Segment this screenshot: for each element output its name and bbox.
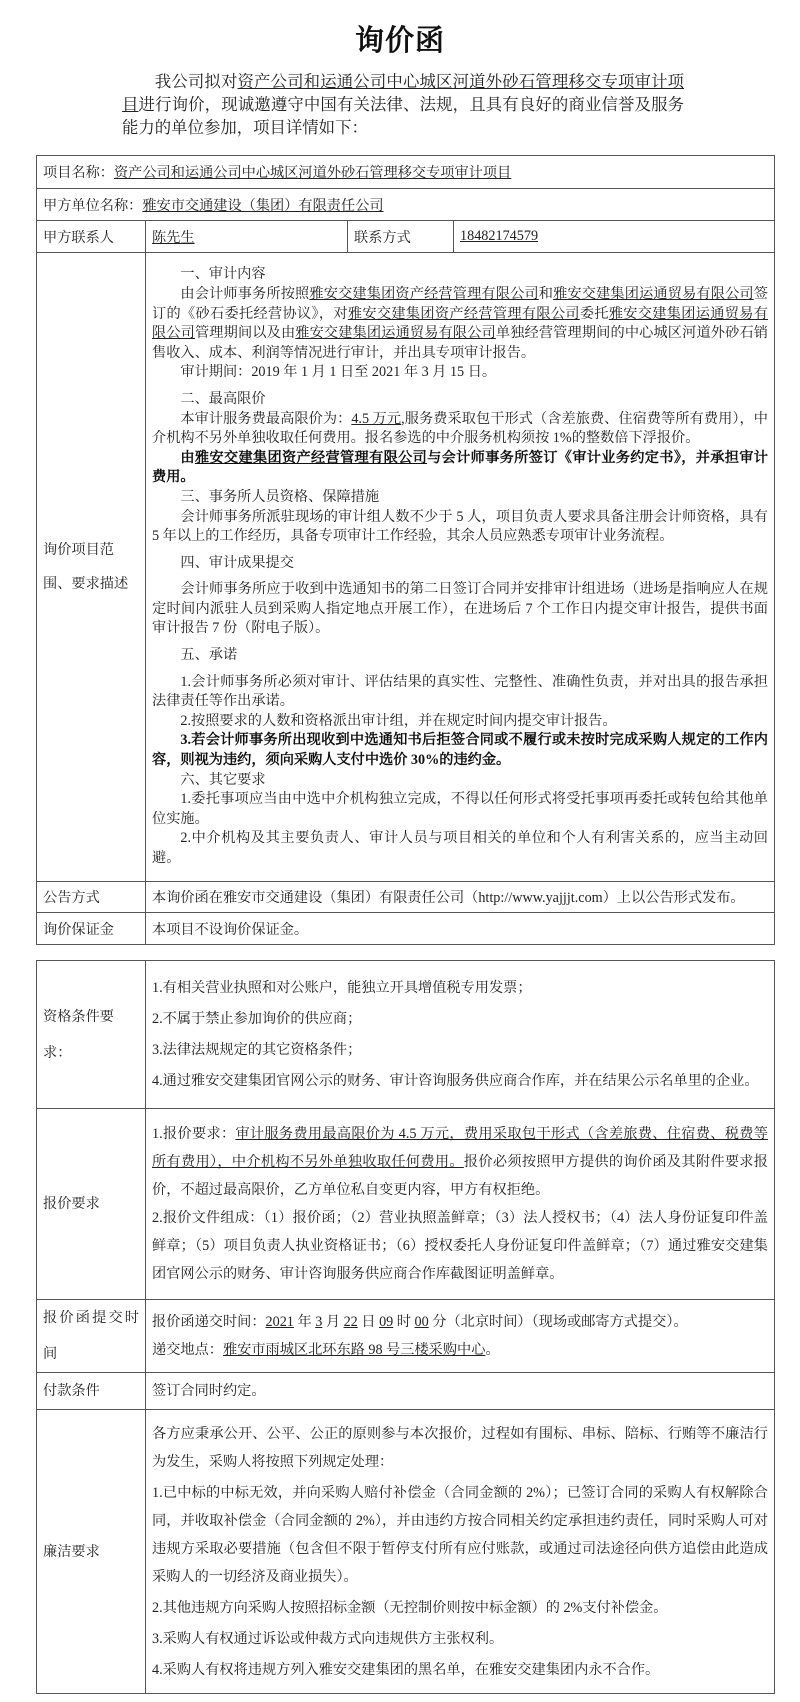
text-segment: 3.若会计师事务所出现收到中选通知书后拒签合同或不履行或未按时完成采购人规定的工作内容，则视为违约，须向采购人支付中选价 30%的违约金。 <box>152 732 768 769</box>
text-segment: 1.有相关营业执照和对公账户，能独立开具增值税专用发票； <box>152 980 532 996</box>
text-segment: 三、事务所人员资格、保障措施 <box>180 488 380 505</box>
text-segment: 1.委托事项应当由中选中介机构独立完成，不得以任何形式将受托事项再委托或转包给其他单位实施。 <box>152 791 768 827</box>
requirement-paragraph <box>152 1625 768 1653</box>
phone-value: 18482174579 <box>460 228 539 244</box>
underlined-text: 3 <box>315 1314 323 1330</box>
requirement-paragraph <box>152 974 768 1002</box>
underlined-text: 09 <box>379 1314 394 1330</box>
text-segment: 2.中介机构及其主要负责人、审计人员与项目相关的单位和个人有利害关系的，应当主动回避。 <box>152 830 768 867</box>
text-segment: 我公司拟对 <box>154 72 238 91</box>
underlined-text: 4.5 万元 <box>351 410 402 427</box>
text-segment: 4.采购人有权将违规方列入雅安交建集团的黑名单，在雅安交建集团内永不合作。 <box>152 1661 660 1678</box>
requirement-paragraph <box>152 1594 768 1622</box>
requirement-label: 资格条件要求： <box>37 961 146 1109</box>
notice-label: 公告方式 <box>37 882 146 913</box>
text-segment: 签订的《砂石委托经营协议》，对 <box>152 285 768 322</box>
scope-paragraph <box>152 554 768 574</box>
text-segment: 签订合同时约定。 <box>152 1383 266 1399</box>
requirement-paragraph <box>152 1336 768 1364</box>
text-segment: 3.采购人有权通过诉讼或仲裁方式向违规供方主张权利。 <box>152 1630 504 1647</box>
text-segment: 管理期间以及由 <box>194 325 296 342</box>
text-segment: 会计师事务所派驻现场的审计组人数不少于 5 人，项目负责人要求具备注册会计师资格，具有 5 年以上的工作经历，具备专项审计工作经验，其余人员应熟悉专项审计业务流程。 <box>152 508 768 545</box>
underlined-text: 审计服务费用最高限价为 4.5 万元，费用采取包干形式（含差旅费、住宿费、税费等所有费用），中介机构不另外单独收取任何费用。 <box>152 1126 768 1170</box>
requirement-row <box>37 961 775 1109</box>
requirement-content <box>146 1109 775 1300</box>
text-segment: 各方应秉承公开、公平、公正的原则参与本次报价，过程如有围标、串标、陪标、行贿等不廉洁行为发生，采购人将按照下列规定处理： <box>152 1425 768 1470</box>
requirement-paragraph <box>152 1067 768 1095</box>
underlined-text: 雅安市雨城区北环东路 98 号三楼采购中心 <box>222 1342 486 1358</box>
phone-label: 联系方式 <box>348 221 454 253</box>
text-segment: 2.按照要求的人数和资格派出审计组，并在规定时间内提交审计报告。 <box>180 712 617 729</box>
text-segment: 分（北京时间）（现场或邮寄方式提交）。 <box>428 1314 688 1330</box>
deposit-value: 本项目不设询价保证金。 <box>146 913 775 945</box>
text-segment: 2.报价文件组成：（1）报价函；（2）营业执照盖鲜章；（3）法人授权书；（4）法人身份证复印件盖鲜章；（5）项目负责人执业资格证书；（6）授权委托人身份证复印件盖鲜章；（7）通过雅安交建集团官网公示的财务、审计咨询服务供应商合作库截图证明盖鲜章。 <box>152 1210 768 1282</box>
notice-value: 本询价函在雅安市交通建设（集团）有限责任公司（http://www.yajjjt.com）上以公告形式发布。 <box>146 882 775 913</box>
scope-paragraph <box>152 712 768 732</box>
text-segment: 二、最高限价 <box>180 390 266 407</box>
requirement-paragraph <box>152 1005 768 1033</box>
requirement-paragraph <box>152 1377 768 1405</box>
text-segment: 1.报价要求： <box>152 1126 236 1142</box>
project-name-label: 项目名称： <box>43 165 114 181</box>
scope-paragraph <box>152 790 768 829</box>
requirement-label: 付款条件 <box>37 1373 146 1410</box>
underlined-text: 雅安交建集团资产经营管理有限公司 <box>309 285 539 302</box>
scope-label: 询价项目范围、要求描述 <box>37 253 146 882</box>
text-segment: 。 <box>485 1342 500 1358</box>
text-segment: 4.通过雅安交建集团官网公示的财务、审计咨询服务供应商合作库，并在结果公示名单里的企业。 <box>152 1073 759 1089</box>
intro-paragraph <box>122 70 684 139</box>
contact-row <box>37 221 775 253</box>
text-segment: 时 <box>393 1314 415 1330</box>
text-segment: 单独经营管理期间的中心城区河道外砂石销售收入、成本、利润等情况进行审计，并出具专项审计报告。 <box>152 325 768 361</box>
text-segment: 本审计服务费最高限价为： <box>180 410 352 427</box>
requirement-paragraph <box>152 1656 768 1684</box>
scope-paragraph <box>152 390 768 410</box>
text-segment: 报价必须按照甲方提供的询价函及其附件要求报价，不超过最高限价，乙方单位私自变更内容，甲方有权拒绝。 <box>152 1154 768 1198</box>
requirement-label: 廉洁要求 <box>37 1410 146 1694</box>
text-segment: 由会计师事务所按照 <box>180 285 310 302</box>
text-segment: 由 <box>180 449 195 466</box>
text-segment: 年 <box>293 1314 316 1330</box>
text-segment: 四、审计成果提交 <box>180 554 294 571</box>
underlined-text: 雅安交建集团资产经营管理有限公司 <box>194 449 428 466</box>
text-segment: 六、其它要求 <box>180 771 266 788</box>
scope-paragraph <box>152 410 768 449</box>
text-segment: 一、审计内容 <box>180 266 266 283</box>
text-segment: 1.会计师事务所必须对审计、评估结果的真实性、完整性、准确性负责，并对出具的报告承担法律责任等作出承诺。 <box>152 673 768 710</box>
text-segment: 报价函递交时间： <box>152 1314 266 1330</box>
scope-paragraph <box>152 449 768 488</box>
party-label: 甲方单位名称： <box>43 197 143 214</box>
party-value: 雅安市交通建设（集团）有限责任公司 <box>142 197 384 214</box>
requirement-row <box>37 1373 775 1410</box>
requirement-content <box>146 1410 775 1694</box>
project-name-row <box>37 156 775 189</box>
requirements-table <box>36 960 775 1694</box>
underlined-text: 2021 <box>265 1314 294 1330</box>
scope-paragraph <box>152 580 768 639</box>
text-segment: 3.法律法规规定的其它资格条件； <box>152 1042 362 1058</box>
underlined-text: 雅安交建集团运通贸易有限公司 <box>295 325 496 342</box>
text-segment: 2.其他违规方向采购人按照招标金额（无控制价则按中标金额）的 2%支付补偿金。 <box>152 1599 668 1616</box>
deposit-label: 询价保证金 <box>37 913 146 945</box>
text-segment: 月 <box>322 1314 344 1330</box>
scope-paragraph <box>152 771 768 791</box>
text-segment: 进行询价，现诚邀遵守中国有关法律、法规，且具有良好的商业信誉及服务能力的单位参加，项目详情如下： <box>122 95 685 137</box>
text-segment: 递交地点： <box>152 1342 223 1358</box>
scope-paragraph <box>152 731 768 770</box>
scope-paragraph <box>152 265 768 285</box>
text-segment: 2.不属于禁止参加询价的供应商； <box>152 1011 362 1027</box>
text-segment: 五、承诺 <box>180 647 238 664</box>
requirement-content <box>146 1373 775 1410</box>
requirement-content <box>146 1300 775 1373</box>
requirement-label: 报价函提交时间 <box>37 1300 146 1373</box>
document-title: 询价函 <box>354 25 445 57</box>
requirement-paragraph <box>152 1308 768 1336</box>
requirement-row <box>37 1410 775 1694</box>
project-name-value: 资产公司和运通公司中心城区河道外砂石管理移交专项审计项目 <box>113 165 512 181</box>
requirement-paragraph <box>152 1204 768 1288</box>
requirement-row <box>37 1109 775 1300</box>
requirement-paragraph <box>152 1420 768 1476</box>
text-segment: 日 <box>357 1314 380 1330</box>
notice-row <box>37 882 775 913</box>
requirement-row <box>37 1300 775 1373</box>
text-segment: 1.已中标的中标无效，并向采购人赔付补偿金（合同金额的 2%）；已签订合同的采购人有权解除合同，并收取补偿金（合同金额的 2%），并由违约方按合同相关约定承担违约责任，同时采购人可对违规方采取必要措施（包含但不限于暂停支付所有应付账款，或通过司法途径向供方追偿由此造成采购人的一切经济及商业损失）。 <box>152 1484 768 1585</box>
text-segment: 与会计师事务所签订《审计业务约定书》，并承担审计费用。 <box>152 449 768 486</box>
underlined-text: 雅安交建集团资产经营管理有限公司 <box>347 305 580 322</box>
underlined-text: 雅安交建集团运通贸易有限公司 <box>553 285 754 302</box>
requirement-paragraph <box>152 1036 768 1064</box>
text-segment: 委托 <box>579 305 609 322</box>
text-segment: ,服务费采取包干形式（含差旅费、住宿费等所有费用），中介机构不另外单独收取任何费用。报名参选的中介服务机构须按 1%的整数倍下浮报价。 <box>152 410 768 447</box>
requirement-content <box>146 961 775 1109</box>
scope-content <box>146 253 775 882</box>
requirement-paragraph <box>152 1479 768 1591</box>
text-segment: 会计师事务所应于收到中选通知书的第二日签订合同并安排审计组进场（进场是指响应人在规定时间内派驻人员到采购人指定地点开展工作），在进场后 7 个工作日内提交审计报告，提供书面审计报告 7 份（附电子版）。 <box>152 581 768 637</box>
scope-paragraph <box>152 508 768 547</box>
underlined-text: 22 <box>343 1314 358 1330</box>
underlined-text: 资产公司和运通公司中心城区河道外砂石管理移交专项审计项目 <box>122 72 685 114</box>
project-info-table <box>36 155 775 945</box>
text-segment: 审计期间：2019 年 1 月 1 日至 2021 年 3 月 15 日。 <box>180 364 497 381</box>
scope-paragraph <box>152 646 768 666</box>
underlined-text: 00 <box>414 1314 429 1330</box>
party-row <box>37 189 775 221</box>
scope-paragraph <box>152 673 768 712</box>
scope-paragraph <box>152 488 768 508</box>
requirement-paragraph <box>152 1120 768 1204</box>
scope-row <box>37 253 775 882</box>
scope-paragraph <box>152 285 768 363</box>
text-segment: 和 <box>538 285 554 302</box>
deposit-row <box>37 913 775 945</box>
requirement-label: 报价要求 <box>37 1109 146 1300</box>
scope-paragraph <box>152 363 768 383</box>
contact-label: 甲方联系人 <box>37 221 146 253</box>
contact-value: 陈先生 <box>152 229 195 246</box>
underlined-text: 雅安交建集团运通贸易有限公司 <box>152 305 768 342</box>
scope-paragraph <box>152 829 768 868</box>
